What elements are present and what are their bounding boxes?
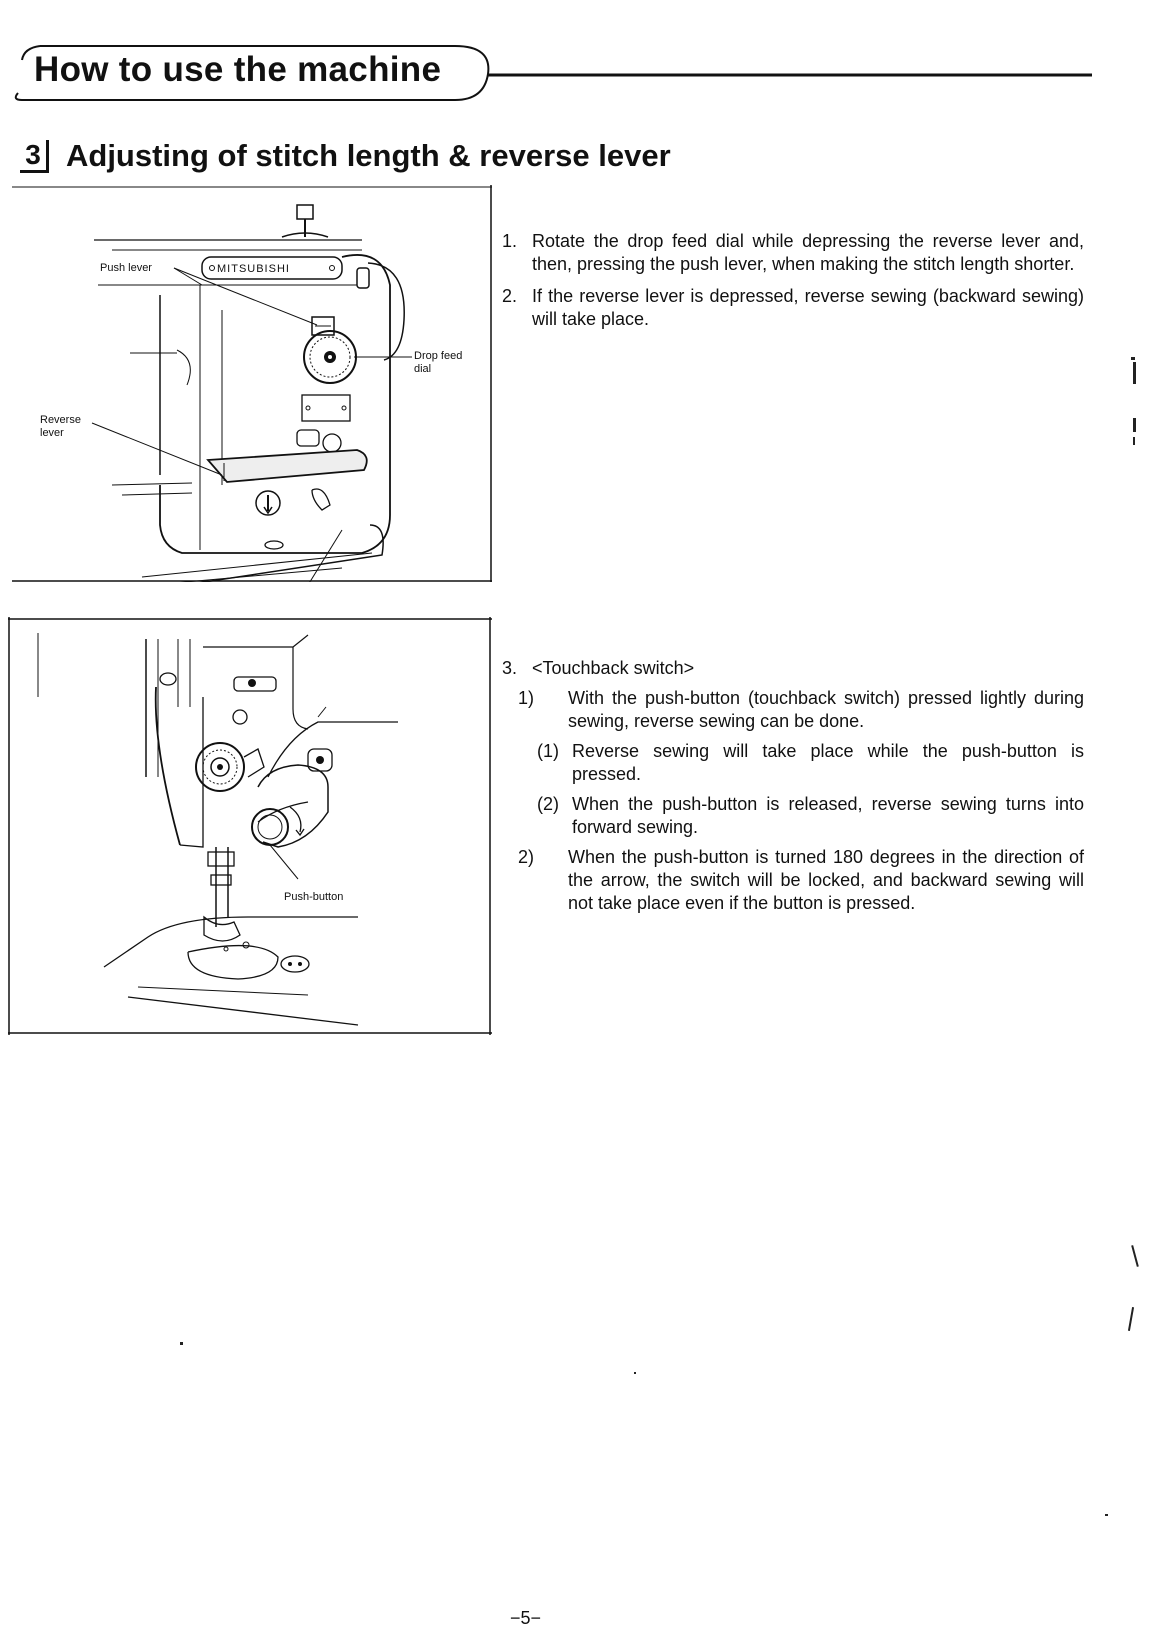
substep-1	[518, 687, 1084, 733]
substep-1-1-number: (1)	[537, 741, 559, 761]
callout-reverse-lever-line2: lever	[40, 427, 64, 439]
step-1-text: Rotate the drop feed dial while depressing the reverse lever and, then, pressing the push lever, when making the stitch length shorter.	[532, 231, 1084, 274]
substep-2	[518, 846, 1084, 915]
callout-push-button: Push-button	[284, 891, 344, 903]
substep-1-text: With the push-button (touchback switch) pressed lightly during sewing, reverse sewing can be done.	[568, 688, 1084, 731]
step-3-heading-text: <Touchback switch>	[532, 658, 695, 678]
scan-mark	[1105, 1514, 1108, 1516]
step-3-heading	[502, 657, 1084, 680]
substep-1-number: 1)	[518, 688, 535, 708]
step-2-number: 2.	[502, 286, 518, 306]
scan-mark	[1133, 418, 1136, 432]
page-number: −5−	[510, 1608, 542, 1628]
figure-touchback-switch	[8, 617, 492, 1035]
callout-push-lever: Push lever	[100, 262, 152, 274]
scan-mark	[634, 1372, 636, 1374]
substep-2-number: 2)	[518, 847, 535, 867]
substep-1-2-text: When the push-button is released, reverse sewing turns into forward sewing.	[572, 794, 1084, 837]
figure-reverse-lever-drawing	[12, 185, 492, 582]
scan-mark	[1128, 1307, 1134, 1331]
substep-1-2-number: (2)	[537, 794, 559, 814]
step-1-number: 1.	[502, 231, 518, 251]
step-1	[502, 230, 1084, 276]
substep-1-2	[537, 793, 1084, 839]
callout-drop-feed-dial-line1: Drop feed	[414, 350, 463, 362]
instructions-top	[502, 230, 1084, 340]
callout-drop-feed-dial-line2: dial	[414, 363, 432, 375]
step-3-number: 3.	[502, 658, 518, 678]
substep-2-text: When the push-button is turned 180 degrees in the direction of the arrow, the switch will be locked, and backward sewing will not take place even if the button is pressed.	[568, 847, 1084, 913]
section-number: 3	[20, 140, 49, 173]
scan-mark	[1133, 437, 1135, 445]
substep-1-1	[537, 740, 1084, 786]
figure-touchback-switch-drawing	[8, 617, 492, 1035]
scan-mark	[1133, 362, 1136, 384]
scan-mark	[1131, 1245, 1139, 1267]
figure-reverse-lever	[12, 185, 492, 582]
callout-reverse-lever-line1: Reverse	[40, 414, 81, 426]
scan-mark	[180, 1342, 183, 1345]
page-header-title: How to use the machine	[34, 50, 442, 89]
section-title: Adjusting of stitch length & reverse lever	[66, 138, 671, 173]
substep-1-1-text: Reverse sewing will take place while the push-button is pressed.	[572, 741, 1084, 784]
step-2	[502, 285, 1084, 331]
step-2-text: If the reverse lever is depressed, reverse sewing (backward sewing) will take place.	[532, 286, 1084, 329]
instructions-touchback	[502, 657, 1084, 922]
scan-mark	[1131, 357, 1135, 360]
brand-plate-label: MITSUBISHI	[217, 263, 290, 275]
